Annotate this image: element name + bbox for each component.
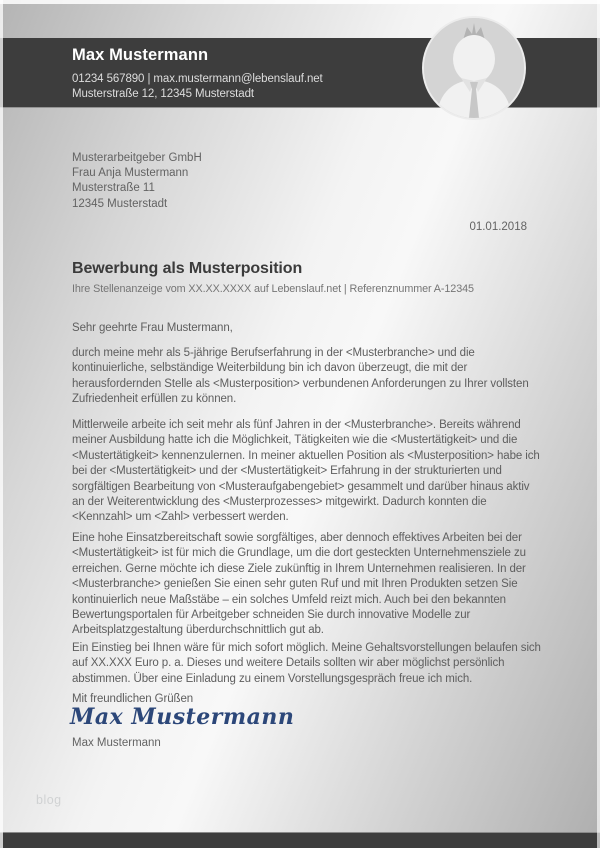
letter-paragraph: durch meine mehr als 5-jährige Berufserfahrung in der <Musterbranche> und die kontinuierliche, selbständige Weiterbildung bin ich davon überzeugt, die mit der herausfordernden Stelle als <Musterposition> verbundenen Anforderungen zu Ihrer vollsten Zufriedenheit erfüllen zu können.	[72, 347, 529, 406]
letter-paragraph: Eine hohe Einsatzbereitschaft sowie sorgfältiges, aber dennoch effektives Arbeiten bei der <Mustertätigkeit> ist für mich die Grundlage, um die dort gesteckten Unternehmensziele zu erreichen. Gerne möchte ich diese Ziele zukünftig in Ihrem Unternehmen realisieren. In der <Musterbranche> genießen Sie einen sehr guten Ruf und mit Ihren Produkten setzen Sie kontinuierlich neue Maßstäbe – ein solches Umfeld reizt mich. Auch bei den bekannten Bewertungsportalen für Arbeitgeber schneiden Sie durch innovative Modelle zur Arbeitsplatzgestaltung überdurchschnittlich gut ab.	[72, 532, 526, 637]
person-placeholder-with-crown-icon	[424, 18, 524, 118]
recipient-address-block	[72, 151, 202, 212]
recipient-street: Musterstraße 11	[72, 182, 155, 195]
handwritten-signature: Max Mustermann	[70, 704, 295, 730]
footer-band	[0, 832, 600, 848]
avatar	[422, 16, 526, 120]
contact-address: Musterstraße 12, 12345 Musterstadt	[72, 87, 254, 100]
letter-paragraph: Ein Einstieg bei Ihnen wäre für mich sofort möglich. Meine Gehaltsvorstellungen belaufen sich auf XX.XXX Euro p. a. Dieses und weitere Details sollten wir aber möglichst persönlich abstimmen. Über eine Einladung zu einem Vorstellungsgespräch freue ich mich.	[72, 642, 541, 685]
recipient-contact-person: Frau Anja Mustermann	[72, 167, 189, 180]
closing-formula: Mit freundlichen Grüßen	[72, 693, 194, 705]
applicant-name: Max Mustermann	[72, 46, 209, 64]
page-edge-top	[0, 0, 600, 4]
contact-phone-email: 01234 567890 | max.mustermann@lebenslauf.net	[72, 73, 323, 85]
typed-signature-name: Max Mustermann	[72, 737, 161, 749]
salutation: Sehr geehrte Frau Mustermann,	[72, 322, 233, 334]
letter-date: 01.01.2018	[469, 221, 527, 233]
page-edge-left	[0, 0, 3, 848]
recipient-company: Musterarbeitgeber GmbH	[72, 152, 202, 164]
subject-reference-line: Ihre Stellenanzeige vom XX.XX.XXXX auf Lebenslauf.net | Referenznummer A-12345	[72, 283, 474, 295]
letter-paragraph: Mittlerweile arbeite ich seit mehr als fünf Jahren in der <Musterbranche>. Bereits während meiner Ausbildung hatte ich die Möglichkeit, Tätigkeiten wie die <Mustertätigkeit> und die <Mustertätigkeit> kennenzulernen. In meiner aktuellen Position als <Musterposition> habe ich bei der <Mustertätigkeit> und der <Mustertätigkeit> Erfahrung in der strukturierten und sorgfältigen Bearbeitung von <Musteraufgabengebiet> gesammelt und darüber hinaus aktiv an der Weiterentwicklung des <Musterprozesses> mitgewirkt. Dadurch konnten die <Kennzahl> um <Zahl> verbessert werden.	[72, 419, 540, 524]
recipient-city: 12345 Musterstadt	[72, 197, 168, 210]
blog-watermark: blog	[36, 793, 62, 807]
subject-title: Bewerbung als Musterposition	[72, 260, 303, 277]
applicant-contact	[72, 72, 323, 101]
